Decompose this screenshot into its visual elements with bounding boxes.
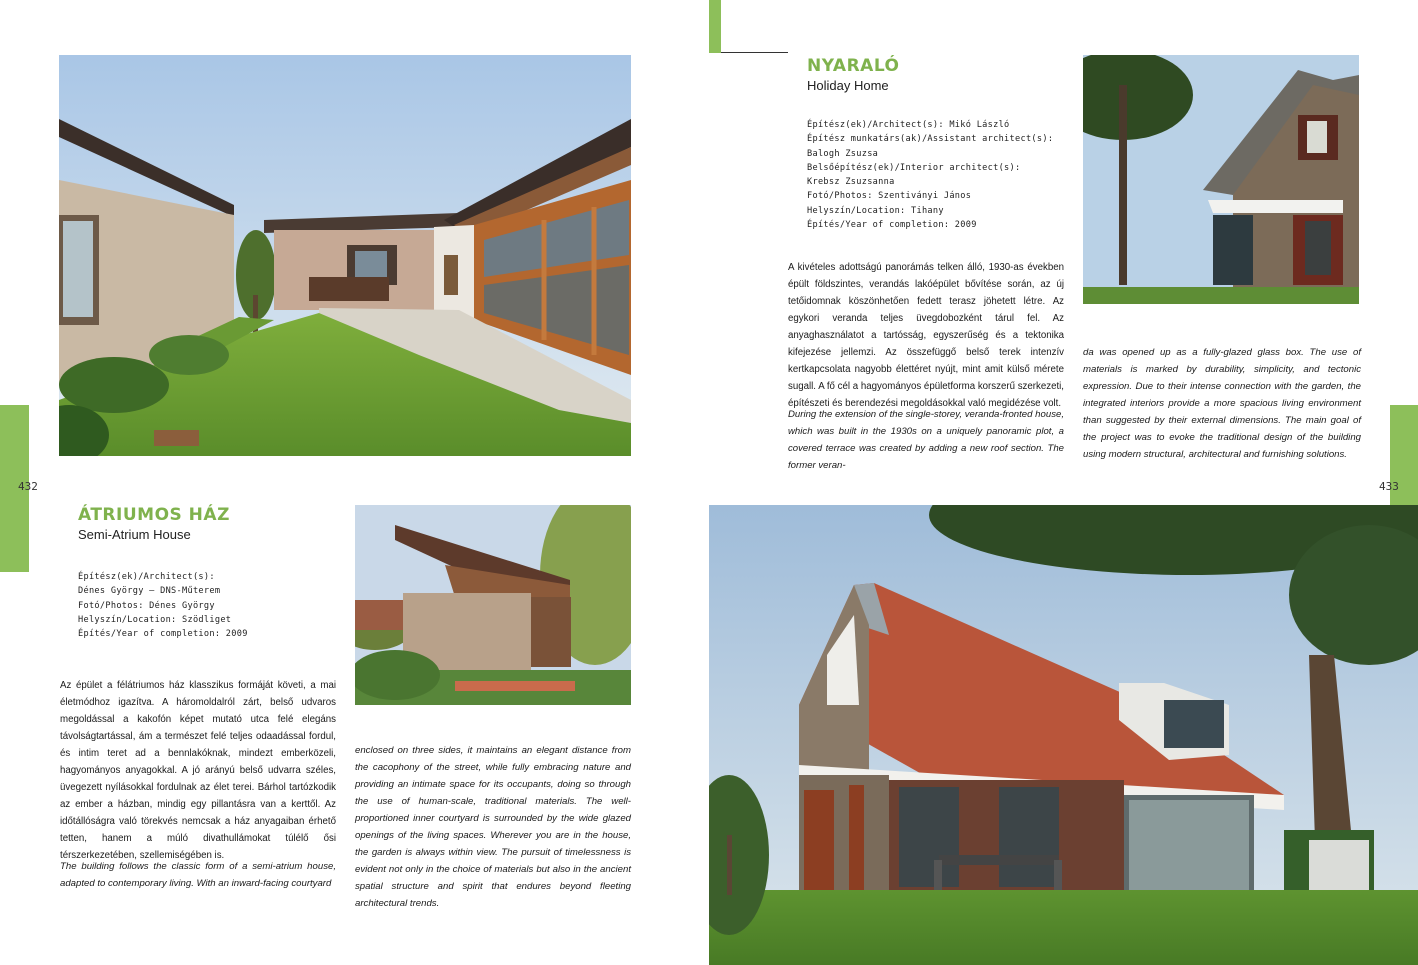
credit-line: Balogh Zsuzsa [807,148,879,159]
top-bookmark-tab [709,0,721,53]
project-header-holiday-home [807,56,900,93]
courtyard-photo [59,55,631,456]
credit-line: Építész(ek)/Architect(s): [78,572,215,582]
credit-line: Dénes György – DNS-Műterem [78,586,221,597]
page-number-left: 432 [18,480,38,493]
project-title: ÁTRIUMOS HÁZ [78,505,230,525]
top-rule [721,52,788,53]
semi-atrium-house-photo [355,505,631,705]
semi-atrium-text-en-part2: enclosed on three sides, it maintains an elegant distance from the cacophony of the street, while fully embracing nature and providing an intimate space for its occupants, doing so through the use of human-scale, traditional materials. The well-proportioned inner courtyard is surrounded by the wide glazed openings of the living spaces. Wherever you are in the house, the garden is always within view. The pursuit of timelessness is evident not only in the choice of materials but also in the ancient spatial structure and spirit that endures beyond fleeting architectural trends. [355,745,631,909]
credit-line: Helyszín/Location: Szödliget [78,614,232,625]
page-number-right: 433 [1379,480,1399,493]
credit-line: Belsőépítész(ek)/Interior architect(s): [807,162,1021,173]
credit-line: Építés/Year of completion: 2009 [807,220,977,231]
holiday-home-small-photo [1083,55,1359,304]
project-credits [78,570,248,641]
project-subtitle: Semi-Atrium House [78,527,191,542]
holiday-home-text-en-part2: da was opened up as a fully-glazed glass box. The use of materials is marked by durability, simplicity, and tectonic expression. Due to their intense connection with the garden, the integrated interiors provide a more spacious living environment than suggested by their external dimensions. The main goal of the project was to evoke the traditional design of the building using modern structural, architectural and furnishing solutions. [1083,347,1361,460]
project-title: NYARALÓ [807,56,900,76]
credit-line: Fotó/Photos: Dénes György [78,600,215,611]
credit-line: Fotó/Photos: Szentiványi János [807,191,972,202]
semi-atrium-text-en-part1: The building follows the classic form of a semi-atrium house, adapted to contemporary living. With an inward-facing courtyard [60,861,336,889]
project-subtitle: Holiday Home [807,78,889,93]
holiday-home-text-hu: A kivételes adottságú panorámás telken álló, 1930-as években épült földszintes, verandás lakóépület bővítése során, az új tetőidomnak köszönhetően fedett terasz jöhetett létre. Az egykori veranda teljes üvegdobozként tárul fel. Az anyaghasználatot a tartósság, egyszerűség és a tektonika kifejezése jellemzi. Az összefüggő belső terek intenzív kertkapcsolata nagyobb élettéret nyújt, mint amit külső mérete sugall. A fő cél a hagyományos épületforma korszerű szerkezeti, építészeti és berendezési megoldásokkal való megidézése volt. [788,262,1064,409]
project-credits [807,118,1053,232]
credit-line: Helyszín/Location: Tihany [807,205,944,216]
credit-line: Építés/Year of completion: 2009 [78,629,248,640]
credit-line: Építész munkatárs(ak)/Assistant architect(s): [807,134,1054,145]
holiday-home-large-photo [709,505,1418,965]
holiday-home-text-en-part1: During the extension of the single-storey, veranda-fronted house, which was built in the 1930s on a uniquely panoramic plot, a covered terrace was created by adding a new roof section. The former veran- [788,409,1064,471]
semi-atrium-text-hu: Az épület a félátriumos ház klasszikus formáját követi, a mai életmódhoz igazítva. A háromoldalról zárt, belső udvaros megoldással a kakofón képet mutató utca felé elegáns távolságtartással, ám a természet felé teljes odaadással fordul, és intim teret ad a bennlakóknak, mindezt emberközeli, hagyományos anyagokkal. A jó arányú belső udvarra széles, üvegezett nyílásokkal fordulnak az élet terei. Bárhol tartózkodik az ember a házban, mindig egy pillantásra van a kerttől. Az időtállóságra való törekvés nemcsak a ház anyagaiban érhető tetten, hanem a múló divathullámokat túlélő ősi térszerkezetében, szellemiségében is. [60,680,336,861]
project-header-semi-atrium [78,505,230,542]
credit-line: Krebsz Zsuzsanna [807,177,895,188]
credit-line: Építész(ek)/Architect(s): Mikó László [807,120,1010,130]
